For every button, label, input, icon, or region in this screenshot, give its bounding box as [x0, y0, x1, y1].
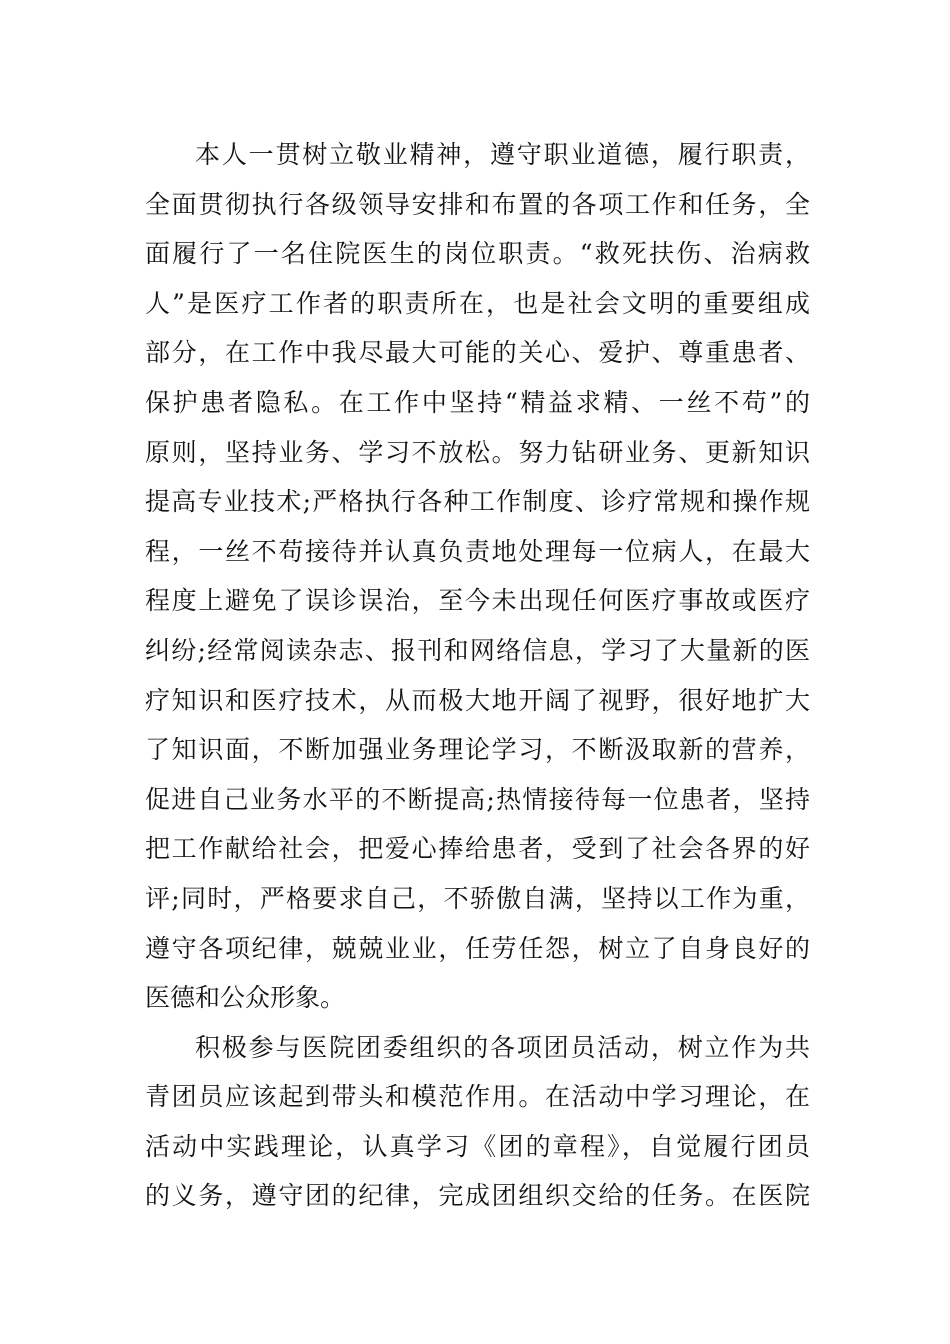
body-text [145, 130, 810, 1221]
paragraph-1-line-18: 医德和公众形象。 [145, 983, 346, 1013]
paragraph-1-line-4: 人”是医疗工作者的职责所在，也是社会文明的重要组成 [145, 288, 810, 318]
paragraph-1-line-8: 提高专业技术;严格执行各种工作制度、诊疗常规和操作规 [145, 487, 810, 517]
paragraph-1-line-5: 部分，在工作中我尽最大可能的关心、爱护、尊重患者、 [145, 338, 810, 368]
paragraph-1-line-6: 保护患者隐私。在工作中坚持“精益求精、一丝不苟”的 [145, 387, 810, 417]
paragraph-1-line-7: 原则，坚持业务、学习不放松。努力钻研业务、更新知识 [145, 437, 810, 467]
paragraph-1-line-9: 程，一丝不苟接待并认真负责地处理每一位病人，在最大 [145, 536, 810, 566]
paragraph-1-line-2: 全面贯彻执行各级领导安排和布置的各项工作和任务，全 [145, 189, 810, 219]
paragraph-1-line-3: 面履行了一名住院医生的岗位职责。“救死扶伤、治病救 [145, 239, 810, 269]
paragraph-1-line-13: 了知识面，不断加强业务理论学习，不断汲取新的营养， [145, 735, 810, 765]
paragraph-1-line-17: 遵守各项纪律，兢兢业业，任劳任怨，树立了自身良好的 [145, 933, 810, 963]
paragraph-2-line-4: 的义务，遵守团的纪律，完成团组织交给的任务。在医院 [145, 1181, 810, 1211]
paragraph-1-line-16: 评;同时，严格要求自己，不骄傲自满，坚持以工作为重， [145, 883, 810, 913]
paragraph-2-line-2: 青团员应该起到带头和模范作用。在活动中学习理论，在 [145, 1082, 810, 1112]
paragraph-1-line-14: 促进自己业务水平的不断提高;热情接待每一位患者，坚持 [145, 784, 810, 814]
paragraph-2-line-1: 积极参与医院团委组织的各项团员活动，树立作为共 [195, 1032, 810, 1062]
paragraph-1-line-12: 疗知识和医疗技术，从而极大地开阔了视野，很好地扩大 [145, 685, 810, 715]
paragraph-1-line-11: 纠纷;经常阅读杂志、报刊和网络信息，学习了大量新的医 [145, 635, 810, 665]
paragraph-2-line-3: 活动中实践理论，认真学习《团的章程》，自觉履行团员 [145, 1131, 810, 1161]
paragraph-1-line-10: 程度上避免了误诊误治，至今未出现任何医疗事故或医疗 [145, 586, 810, 616]
paragraph-1-line-1: 本人一贯树立敬业精神，遵守职业道德，履行职责， [195, 140, 810, 169]
paragraph-1-line-15: 把工作献给社会，把爱心捧给患者，受到了社会各界的好 [145, 834, 810, 864]
